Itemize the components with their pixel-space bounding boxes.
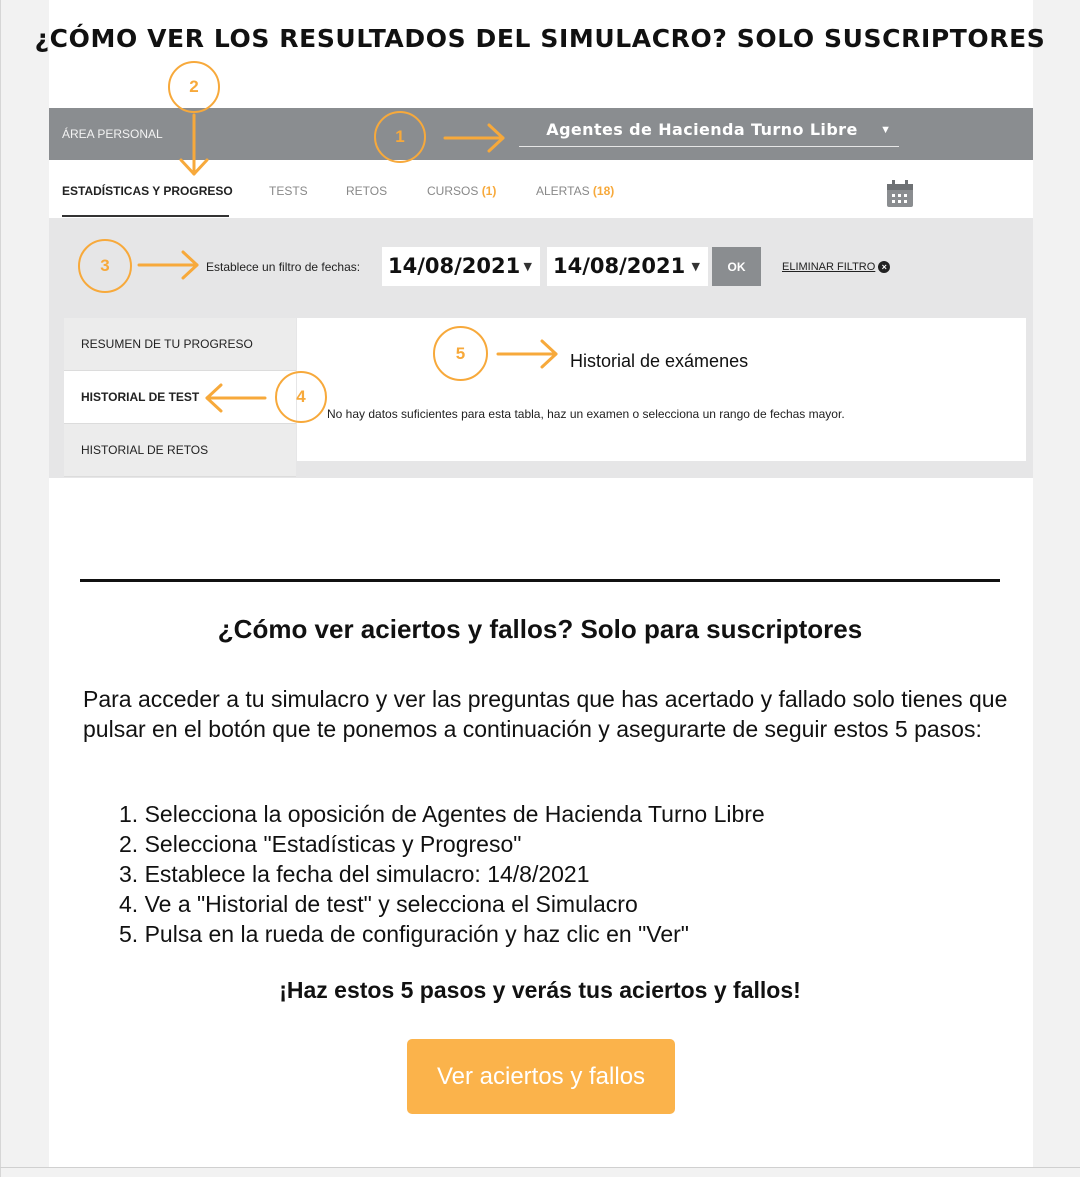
list-item: 3. Establece la fecha del simulacro: 14/8/2021 [119, 861, 590, 887]
sidebar-item-label: HISTORIAL DE TEST [81, 390, 200, 404]
arrow-right-icon [139, 252, 197, 278]
caret-down-icon: ▼ [691, 260, 700, 273]
clear-filter-label: ELIMINAR FILTRO [782, 261, 876, 273]
ok-button[interactable]: OK [712, 247, 761, 286]
tab-count-badge: (1) [481, 184, 497, 198]
date-filter-label: Establece un filtro de fechas: [206, 260, 361, 274]
annotation-circle-1: 1 [374, 111, 426, 163]
tab-label: ALERTAS [536, 184, 590, 198]
annotation-circle-3: 3 [78, 239, 132, 293]
annotation-circle-4: 4 [275, 371, 327, 423]
date-to-value: 14/08/2021 [553, 254, 686, 278]
caret-down-icon: ▼ [880, 124, 891, 136]
ver-aciertos-button[interactable]: Ver aciertos y fallos [407, 1039, 675, 1114]
section-divider [80, 579, 1000, 582]
annotation-circle-2: 2 [168, 61, 220, 113]
arrow-right-icon [498, 341, 556, 367]
date-from-value: 14/08/2021 [388, 254, 521, 278]
tab-label: CURSOS [427, 184, 479, 198]
tab-label: TESTS [269, 184, 308, 198]
close-circle-icon: × [878, 261, 890, 273]
page-bottom-edge [0, 1167, 1080, 1168]
empty-table-message: No hay datos suficientes para esta tabla, haz un examen o selecciona un rango de fechas mayor. [327, 407, 845, 421]
cta-text: ¡Haz estos 5 pasos y verás tus aciertos y fallos! [279, 977, 801, 1003]
area-personal-label: ÁREA PERSONAL [62, 127, 163, 141]
list-item: 1. Selecciona la oposición de Agentes de Hacienda Turno Libre [119, 801, 765, 827]
list-item: 5. Pulsa en la rueda de configuración y haz clic en "Ver" [119, 921, 689, 947]
list-item: 4. Ve a "Historial de test" y selecciona el Simulacro [119, 891, 638, 917]
annotation-circle-5: 5 [433, 326, 488, 381]
annotation-arrows [0, 0, 1080, 500]
sidebar-item-label: HISTORIAL DE RETOS [81, 443, 209, 457]
oposicion-select-value: Agentes de Hacienda Turno Libre [546, 120, 858, 139]
arrow-right-icon [445, 125, 503, 151]
tab-label: RETOS [346, 184, 388, 198]
page-title: ¿CÓMO VER LOS RESULTADOS DEL SIMULACRO? SOLO SUSCRIPTORES [34, 24, 1046, 53]
steps-list [119, 799, 765, 949]
sidebar-item-label: RESUMEN DE TU PROGRESO [81, 337, 253, 351]
caret-down-icon: ▼ [523, 260, 532, 273]
intro-paragraph: Para acceder a tu simulacro y ver las preguntas que has acertado y fallado solo tienes que pulsar en el botón que te ponemos a continuación y asegurarte de seguir estos 5 pasos: [83, 686, 1008, 742]
tab-count-badge: (18) [592, 184, 615, 198]
tab-label: ESTADÍSTICAS Y PROGRESO [62, 184, 233, 198]
arrow-down-icon [181, 115, 207, 174]
arrow-left-icon [207, 385, 265, 411]
section-title: ¿Cómo ver aciertos y fallos? Solo para suscriptores [217, 614, 863, 644]
list-item: 2. Selecciona "Estadísticas y Progreso" [119, 831, 522, 857]
history-title: Historial de exámenes [570, 351, 749, 371]
